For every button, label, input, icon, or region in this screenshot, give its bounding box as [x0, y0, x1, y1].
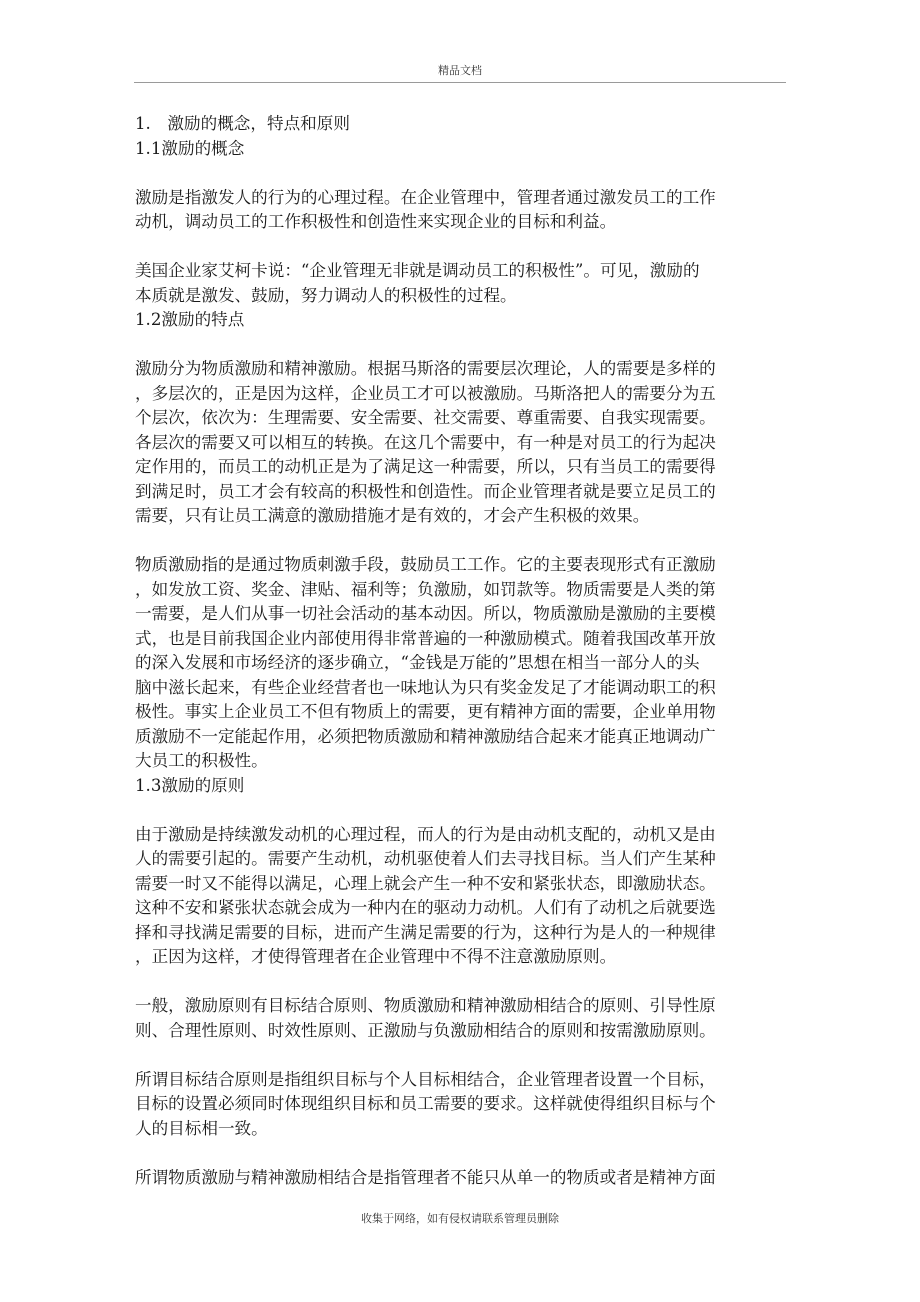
paragraph-line: ，正因为这样，才使得管理者在企业管理中不得不注意激励原则。	[135, 947, 617, 966]
paragraph	[135, 823, 791, 970]
paragraph-line: 一般，激励原则有目标结合原则、物质激励和精神激励相结合的原则、引导性原	[135, 996, 716, 1015]
page-footer	[0, 1210, 920, 1226]
paragraph-line: 这种不安和紧张状态就会成为一种内在的驱动力动机。人们有了动机之后就要选	[135, 898, 716, 917]
paragraph-line: 则、合理性原则、时效性原则、正激励与负激励相结合的原则和按需激励原则。	[135, 1020, 716, 1040]
footer-text: 收集于网络，如有侵权请联系管理员删除	[361, 1212, 559, 1225]
paragraph-line: 物质激励指的是通过物质刺激手段，鼓励员工工作。它的主要表现形式有正激励	[135, 555, 716, 574]
paragraph-gap	[135, 798, 791, 823]
paragraph-line: 激励分为物质激励和精神激励。根据马斯洛的需要层次理论，人的需要是多样的	[135, 359, 716, 378]
paragraph-gap	[135, 235, 791, 260]
paragraph-line: 各层次的需要又可以相互的转换。在这几个需要中，有一种是对员工的行为起决	[135, 432, 716, 452]
paragraph	[135, 186, 791, 235]
paragraph-line: 动机，调动员工的工作积极性和创造性来实现企业的目标和利益。	[135, 212, 617, 231]
paragraph-line: 极性。事实上企业员工不但有物质上的需要，更有精神方面的需要，企业单用物	[135, 702, 716, 721]
paragraph-line: 需要，只有让员工满意的激励措施才是有效的，才会产生积极的效果。	[135, 506, 650, 525]
paragraph-line: 本质就是激发、鼓励，努力调动人的积极性的过程。	[135, 285, 517, 305]
paragraph	[135, 1068, 791, 1142]
paragraph	[135, 994, 791, 1043]
paragraph-gap	[135, 1141, 791, 1166]
paragraph-line: 人的目标相一致。	[135, 1118, 268, 1138]
document-body	[135, 112, 791, 1190]
paragraph-gap	[135, 529, 791, 554]
paragraph-line: 择和寻找满足需要的目标，进而产生满足需要的行为，这种行为是人的一种规律	[135, 922, 716, 942]
subsection-heading: 1.2激励的特点	[135, 310, 245, 329]
paragraph-line: ，多层次的，正是因为这样，企业员工才可以被激励。马斯洛把人的需要分为五	[135, 383, 716, 403]
paragraph-gap	[135, 333, 791, 358]
paragraph	[135, 553, 791, 774]
paragraph-gap	[135, 1043, 791, 1068]
paragraph-line: 需要一时又不能得以满足，心理上就会产生一种不安和紧张状态，即激励状态。	[135, 873, 716, 893]
paragraph	[135, 1166, 791, 1191]
page-header	[134, 60, 786, 83]
paragraph-line: 到满足时，员工才会有较高的积极性和创造性。而企业管理者就是要立足员工的	[135, 481, 716, 501]
paragraph-line: 式，也是目前我国企业内部使用得非常普遍的一种激励模式。随着我国改革开放	[135, 628, 716, 648]
paragraph-line: 定作用的，而员工的动机正是为了满足这一种需要，所以，只有当员工的需要得	[135, 457, 716, 476]
paragraph-line: 所谓物质激励与精神激励相结合是指管理者不能只从单一的物质或者是精神方面	[135, 1167, 716, 1187]
subsection-heading: 1.1激励的概念	[135, 138, 245, 158]
paragraph-gap	[135, 970, 791, 995]
paragraph-line: 美国企业家艾柯卡说：“企业管理无非就是调动员工的积极性”。可见，激励的	[135, 261, 700, 280]
paragraph-gap	[135, 161, 791, 186]
paragraph-line: 所谓目标结合原则是指组织目标与个人目标相结合，企业管理者设置一个目标，	[135, 1069, 716, 1089]
paragraph-line: 人的需要引起的。需要产生动机，动机驱使着人们去寻找目标。当人们产生某种	[135, 849, 716, 868]
header-text: 精品文档	[438, 64, 482, 77]
paragraph-line: 脑中滋长起来，有些企业经营者也一味地认为只有奖金发足了才能调动职工的积	[135, 677, 716, 697]
subsection-heading: 1.3激励的原则	[135, 775, 245, 795]
paragraph-line: 激励是指激发人的行为的心理过程。在企业管理中，管理者通过激发员工的工作	[135, 187, 716, 207]
section-heading: 1. 激励的概念，特点和原则	[135, 114, 350, 133]
paragraph	[135, 259, 791, 308]
paragraph-line: 大员工的积极性。	[135, 751, 268, 770]
paragraph	[135, 357, 791, 529]
paragraph-line: 一需要，是人们从事一切社会活动的基本动因。所以，物质激励是激励的主要模	[135, 604, 716, 623]
paragraph-line: 个层次，依次为：生理需要、安全需要、社交需要、尊重需要、自我实现需要。	[135, 408, 716, 427]
paragraph-line: 目标的设置必须同时体现组织目标和员工需要的要求。这样就使得组织目标与个	[135, 1094, 716, 1113]
paragraph-line: 由于激励是持续激发动机的心理过程，而人的行为是由动机支配的，动机又是由	[135, 824, 716, 844]
paragraph-line: ，如发放工资、奖金、津贴、福利等；负激励，如罚款等。物质需要是人类的第	[135, 579, 716, 599]
paragraph-line: 的深入发展和市场经济的逐步确立，“金钱是万能的”思想在相当一部分人的头	[135, 653, 700, 672]
paragraph-line: 质激励不一定能起作用，必须把物质激励和精神激励结合起来才能真正地调动广	[135, 726, 716, 746]
